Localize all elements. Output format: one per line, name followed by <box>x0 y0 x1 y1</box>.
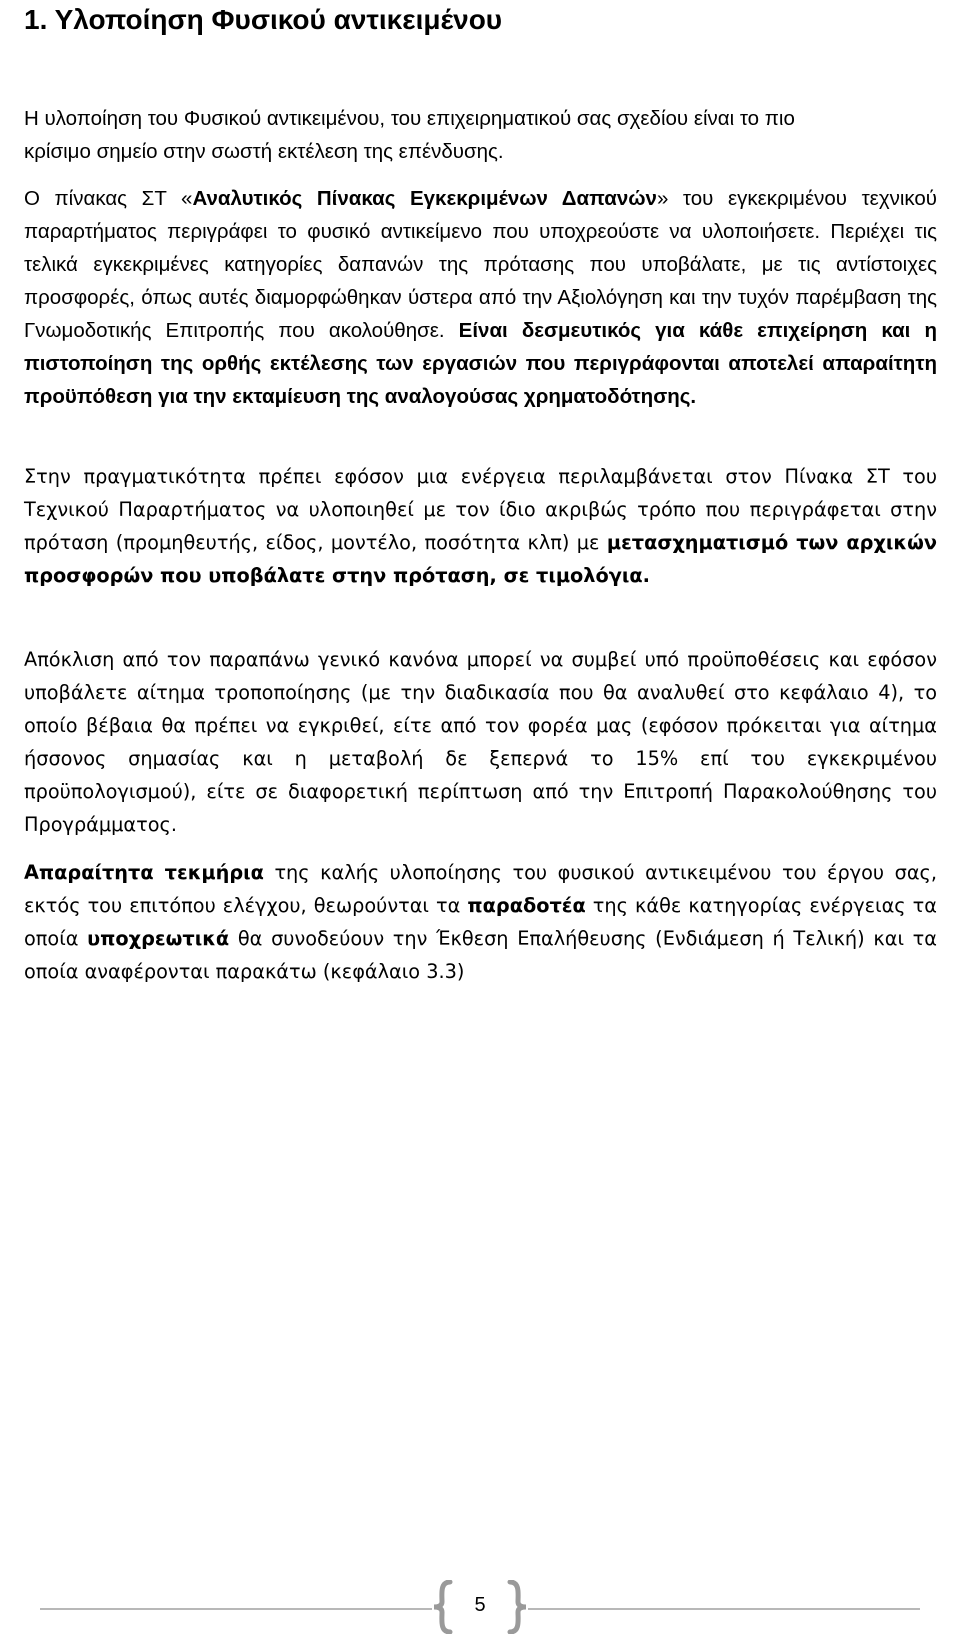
paragraph-implementation <box>24 460 937 592</box>
implementation-bold: μετασχηματισμό των αρχικών προσφορών που υποβάλατε στην πρόταση, σε τιμολόγια. <box>24 531 937 587</box>
paragraph-intro <box>24 102 937 168</box>
table-st-text-2: » του εγκεκριμένου τεχνικού παραρτήματος περιγράφει το φυσικό αντικείμενο που υποχρεούστε να υλοποιήσετε. Περιέχει τις τελικά εγκεκριμένες κατηγορίες δαπανών της πρότασης που υποβάλατε, με τις αντίστοιχες προσφορές, όπως αυτές διαμορφώθηκαν ύστερα από την Αξιολόγηση και την τυχόν παρέμβαση της Γνωμοδοτικής Επιτροπής που ακολούθησε. <box>24 187 937 342</box>
page-number: 5 <box>474 1594 486 1616</box>
paragraph-deviation <box>24 643 937 841</box>
intro-line-2: κρίσιμο σημείο στην σωστή εκτέλεση της επένδυσης. <box>24 140 504 163</box>
table-st-text-1: Ο πίνακας ΣΤ « <box>24 187 193 210</box>
table-st-binding-note: Είναι δεσμευτικός για κάθε επιχείρηση και η πιστοποίηση της ορθής εκτέλεσης των εργασιών που περιγράφονται αποτελεί απαραίτητη προϋπόθεση για την εκταμίευση της αναλογούσας χρηματοδότησης. <box>24 319 937 408</box>
implementation-text: Στην πραγματικότητα πρέπει εφόσον μια ενέργεια περιλαμβάνεται στον Πίνακα ΣΤ του Τεχνικού Παραρτήματος να υλοποιηθεί με τον ίδιο ακριβώς τρόπο που περιγράφεται στην πρόταση (προμηθευτής, είδος, μοντέλο, ποσότητα κλπ) με <box>24 465 937 554</box>
evidence-text-2: της κάθε κατηγορίας ενέργειας τα οποία <box>24 894 937 950</box>
footer-rule-left <box>40 1608 432 1610</box>
section-heading: 1. Υλοποίηση Φυσικού αντικειμένου <box>24 4 503 35</box>
evidence-bold-1: Απαραίτητα τεκμήρια <box>24 861 264 884</box>
right-brace-icon <box>506 1580 528 1634</box>
deviation-text: Απόκλιση από τον παραπάνω γενικό κανόνα μπορεί να συμβεί υπό προϋποθέσεις και εφόσον υποβάλετε αίτημα τροποποίησης (με την διαδικασία που θα αναλυθεί στο κεφάλαιο 4), το οποίο βέβαια θα πρέπει να εγκριθεί, είτε από τον φορέα μας (εφόσον πρόκειται για αίτημα ήσσονος σημασίας και η μεταβολή δε ξεπερνά το 15% επί του εγκεκριμένου προϋπολογισμού), είτε σε διαφορετική περίπτωση από την Επιτροπή Παρακολούθησης του Προγράμματος. <box>24 648 937 836</box>
evidence-bold-3: υποχρεωτικά <box>87 927 230 950</box>
footer-rule-right <box>528 1608 920 1610</box>
table-st-title: Αναλυτικός Πίνακας Εγκεκριμένων Δαπανών <box>192 187 657 210</box>
evidence-bold-2: παραδοτέα <box>467 894 586 917</box>
left-brace-icon <box>432 1580 454 1634</box>
paragraph-evidence <box>24 856 937 988</box>
intro-line-1: Η υλοποίηση του Φυσικού αντικειμένου, του επιχειρηματικού σας σχεδίου είναι το πιο <box>24 107 795 130</box>
evidence-text-3: θα συνοδεύουν την Έκθεση Επαλήθευσης (Ενδιάμεση ή Τελική) και τα οποία αναφέρονται παρακάτω (κεφάλαιο 3.3) <box>24 927 937 983</box>
paragraph-table-st <box>24 182 937 413</box>
evidence-text-1: της καλής υλοποίησης του φυσικού αντικειμένου του έργου σας, εκτός του επιτόπου ελέγχου, θεωρούνται τα <box>24 861 937 917</box>
